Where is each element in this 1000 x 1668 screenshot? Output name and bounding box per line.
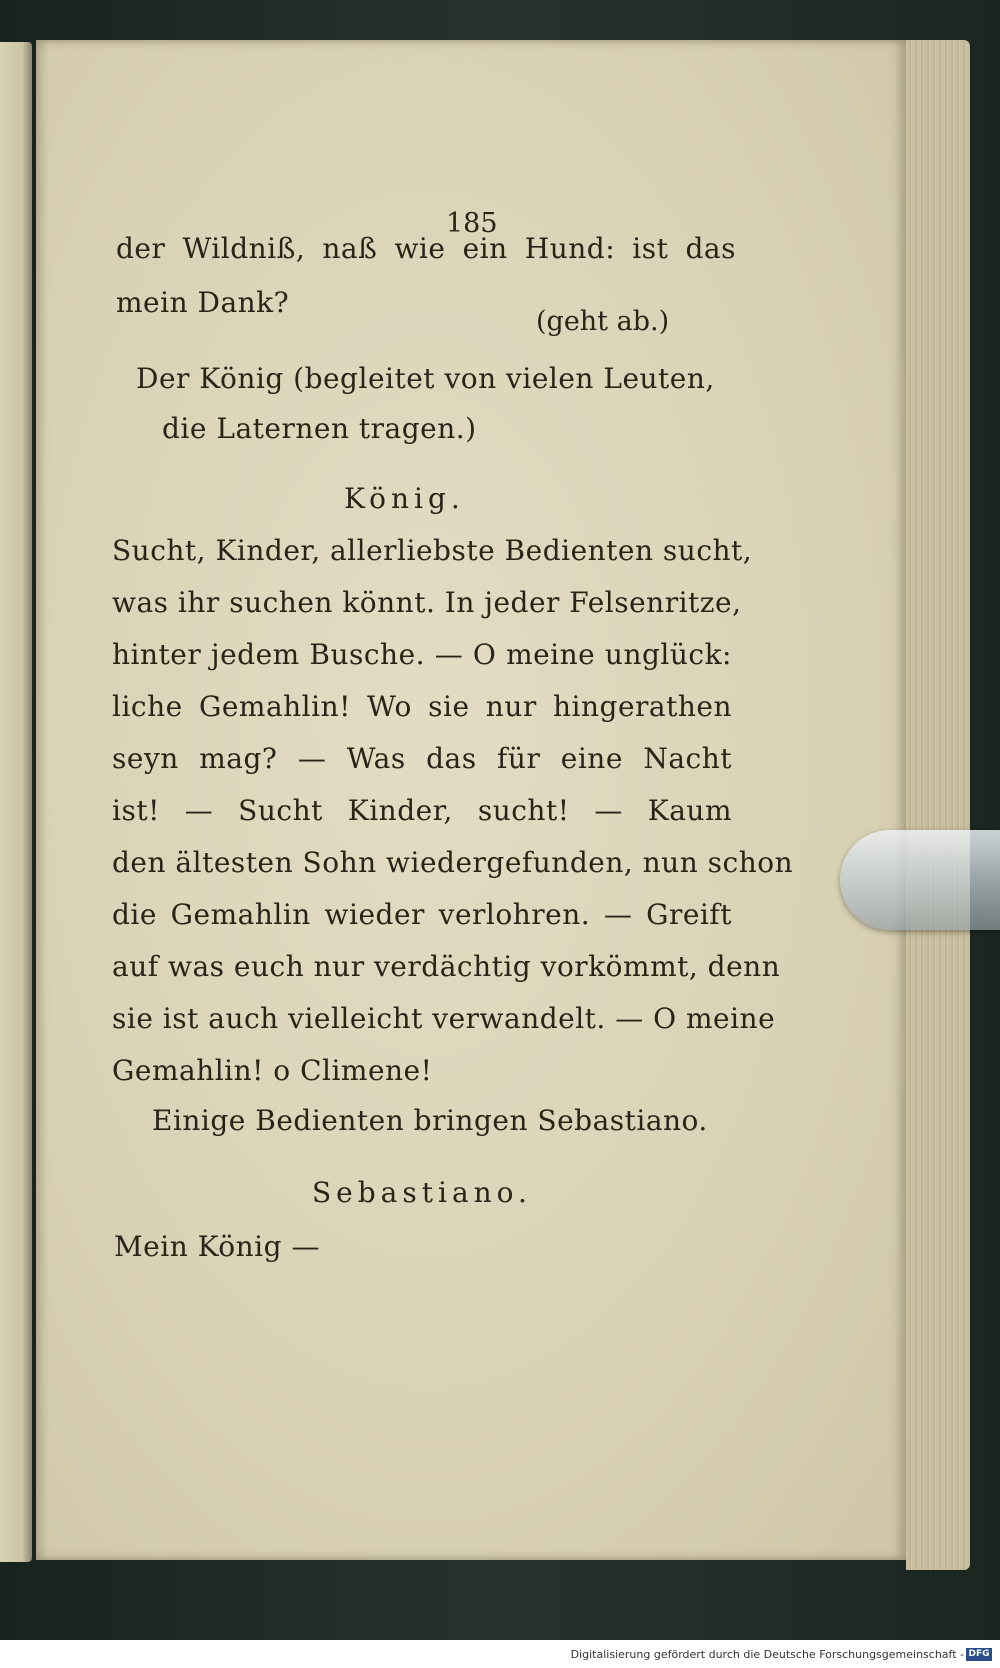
text-line-11: seyn mag? — Was das für eine Nacht <box>112 742 732 775</box>
text-line-2: mein Dank? <box>116 286 290 319</box>
stage-direction-king-entry-cont: die Laternen tragen.) <box>162 412 477 445</box>
text-line-14: die Gemahlin wieder verlohren. — Greift <box>112 898 732 931</box>
text-line-20: Mein König — <box>114 1230 320 1263</box>
page-clip <box>840 830 1000 930</box>
text-line-13: den ältesten Sohn wiedergefunden, nun schon <box>112 846 794 879</box>
text-line-8: was ihr suchen könnt. In jeder Felsenritze, <box>112 586 742 619</box>
page-stack-edge <box>906 40 970 1570</box>
dfg-logo-icon: DFG <box>966 1648 992 1661</box>
stage-direction-king-entry: Der König (begleitet von vielen Leuten, <box>136 362 715 395</box>
text-line-12: ist! — Sucht Kinder, sucht! — Kaum <box>112 794 732 827</box>
stage-direction-exit: (geht ab.) <box>536 306 670 337</box>
text-line-15: auf was euch nur verdächtig vorkömmt, denn <box>112 950 781 983</box>
page-number: 185 <box>446 208 498 239</box>
text-line-10: liche Gemahlin! Wo sie nur hingerathen <box>112 690 732 723</box>
footer-credit: Digitalisierung gefördert durch die Deutsche Forschungsgemeinschaft - <box>570 1648 964 1661</box>
book-page <box>36 40 906 1560</box>
text-line-16: sie ist auch vielleicht verwandelt. — O meine <box>112 1002 776 1035</box>
stage-direction-servants: Einige Bedienten bringen Sebastiano. <box>152 1104 708 1137</box>
text-line-1: der Wildniß, naß wie ein Hund: ist das <box>116 232 736 265</box>
speaker-koenig: König. <box>344 482 465 515</box>
text-line-9: hinter jedem Busche. — O meine unglück: <box>112 638 732 671</box>
facing-page-edge <box>0 42 32 1562</box>
text-line-7: Sucht, Kinder, allerliebste Bedienten sucht, <box>112 534 753 567</box>
speaker-sebastiano: Sebastiano. <box>312 1176 532 1209</box>
text-line-17: Gemahlin! o Climene! <box>112 1054 433 1087</box>
